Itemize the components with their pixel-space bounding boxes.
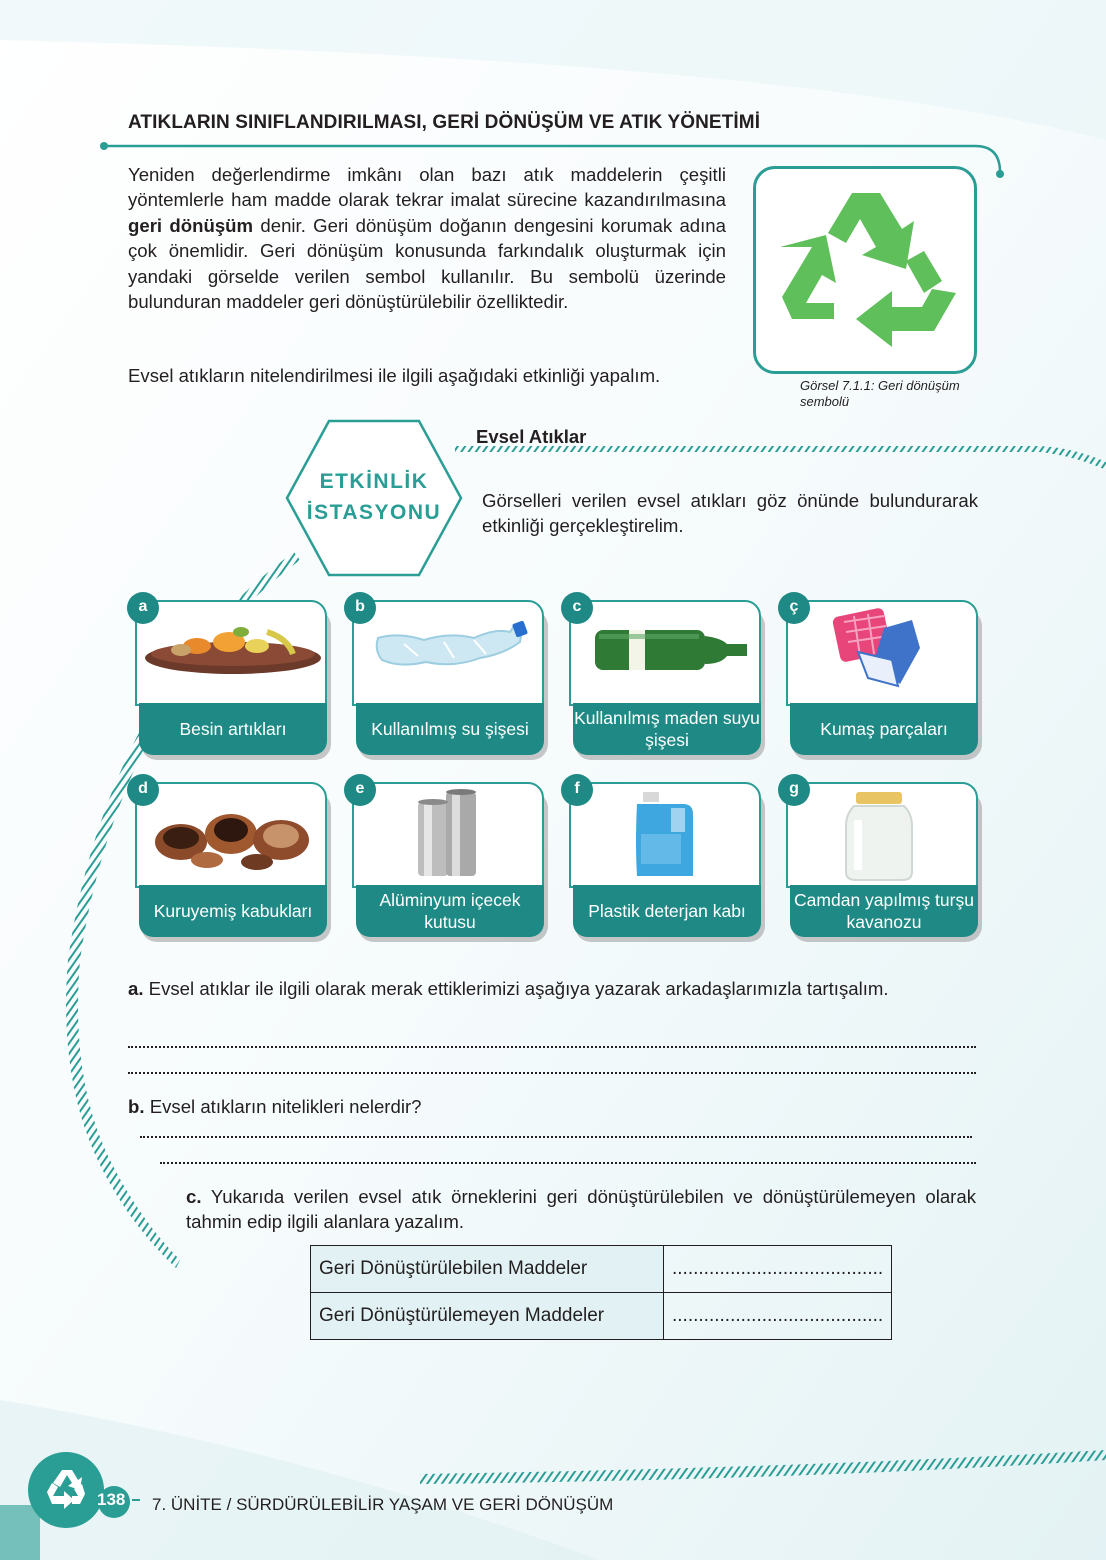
aluminium-can-icon: [354, 784, 544, 888]
question-b-text: Evsel atıkların nitelikleri nelerdir?: [144, 1096, 422, 1117]
card-image-area: [786, 782, 978, 888]
card-image-area: [786, 600, 978, 706]
table-row: [311, 1246, 892, 1293]
waste-card-a: [135, 600, 331, 760]
badge-line-2: İSTASYONU: [306, 501, 442, 524]
answer-line[interactable]: [128, 1072, 976, 1074]
answer-line[interactable]: [128, 1046, 976, 1048]
non-recyclable-label: Geri Dönüştürülemeyen Maddeler: [311, 1293, 664, 1340]
question-c-text: Yukarıda verilen evsel atık örneklerini geri dönüştürülebilen ve dönüştürülemeyen olarak tahmin edip ilgili alanlara yazalım.: [186, 1186, 976, 1232]
card-letter: ç: [778, 592, 810, 624]
question-c-letter: c.: [186, 1186, 202, 1207]
card-label: Plastik deterjan kabı: [573, 885, 761, 937]
non-recyclable-answer-field[interactable]: ........................................: [664, 1293, 892, 1340]
unit-title: 7. ÜNİTE / SÜRDÜRÜLEBİLİR YAŞAM VE GERİ DÖNÜŞÜM: [152, 1495, 614, 1514]
question-b: [128, 1094, 976, 1119]
activity-intro-paragraph: Evsel atıkların nitelendirilmesi ile ilgili aşağıdaki etkinliği yapalım.: [128, 365, 661, 386]
card-letter: b: [344, 592, 376, 624]
waste-card-d: [135, 782, 331, 942]
activity-description: Görselleri verilen evsel atıkları göz önünde bulundurarak etkinliği gerçekleştirelim.: [482, 490, 978, 536]
card-letter: d: [127, 774, 159, 806]
recyclable-answer-field[interactable]: ........................................: [664, 1246, 892, 1293]
waste-card-e: [352, 782, 548, 942]
green-glass-bottle-icon: [571, 602, 761, 706]
waste-card-g: [786, 782, 982, 942]
card-label: Kullanılmış maden suyu şişesi: [573, 703, 761, 755]
card-label: Kumaş parçaları: [790, 703, 978, 755]
waste-card-f: [569, 782, 765, 942]
card-label: Camdan yapılmış turşu kavanozu: [790, 885, 978, 937]
food-scraps-icon: [137, 602, 327, 706]
recyclable-label: Geri Dönüştürülebilen Maddeler: [311, 1246, 664, 1293]
badge-line-1: ETKİNLİK: [319, 470, 429, 493]
classification-table: [310, 1245, 892, 1340]
card-label: Alüminyum içecek kutusu: [356, 885, 544, 937]
activity-badge-label: [284, 466, 464, 528]
intro-text-part2: denir. Geri dönüşüm doğanın dengesini korumak adına çok önemlidir. Geri dönüşüm konusunda farkındalık oluşturmak için yandaki görselde verilen sembol kullanılır. Bu sembolü üzerinde bulunduran maddeler geri dönüştürülebilir özelliktedir.: [128, 214, 726, 313]
waste-card-c: [569, 600, 765, 760]
intro-paragraph: [128, 162, 726, 314]
nut-shells-icon: [137, 784, 327, 888]
intro-bold-term: geri dönüşüm: [128, 214, 254, 236]
intro-text-part1: Yeniden değerlendirme imkânı olan bazı atık maddelerin çeşitli yöntemlerle ham madde olarak tekrar imalat sürecine kazandırılmasına: [128, 164, 726, 211]
waste-card-ç: [786, 600, 982, 760]
answer-line[interactable]: [160, 1162, 976, 1164]
question-c: [186, 1184, 976, 1234]
card-image-area: [569, 782, 761, 888]
answer-line[interactable]: [140, 1136, 972, 1138]
card-image-area: [135, 782, 327, 888]
card-label: Besin artıkları: [139, 703, 327, 755]
section-heading: ATIKLARIN SINIFLANDIRILMASI, GERİ DÖNÜŞÜM VE ATIK YÖNETİMİ: [128, 112, 761, 133]
card-image-area: [569, 600, 761, 706]
card-label: Kullanılmış su şişesi: [356, 703, 544, 755]
question-a-text: Evsel atıklar ile ilgili olarak merak ettiklerimizi aşağıya yazarak arkadaşlarımızla tartışalım.: [143, 978, 889, 999]
card-letter: g: [778, 774, 810, 806]
detergent-bottle-icon: [571, 784, 761, 888]
card-letter: e: [344, 774, 376, 806]
card-letter: f: [561, 774, 593, 806]
page-number: 138: [97, 1490, 126, 1509]
card-image-area: [352, 600, 544, 706]
glass-jar-icon: [788, 784, 978, 888]
card-letter: a: [127, 592, 159, 624]
recycle-symbol-icon: [756, 169, 974, 371]
card-image-area: [352, 782, 544, 888]
recycle-symbol-figure: [753, 166, 977, 374]
waste-card-b: [352, 600, 548, 760]
question-a-letter: a.: [128, 978, 144, 999]
crushed-water-bottle-icon: [354, 602, 544, 706]
fabric-scraps-icon: [788, 602, 978, 706]
question-a: [128, 976, 976, 1001]
card-letter: c: [561, 592, 593, 624]
card-label: Kuruyemiş kabukları: [139, 885, 327, 937]
activity-title: Evsel Atıklar: [476, 426, 587, 447]
table-row: [311, 1293, 892, 1340]
question-b-letter: b.: [128, 1096, 145, 1117]
figure-caption: Görsel 7.1.1: Geri dönüşüm sembolü: [800, 378, 960, 409]
card-image-area: [135, 600, 327, 706]
